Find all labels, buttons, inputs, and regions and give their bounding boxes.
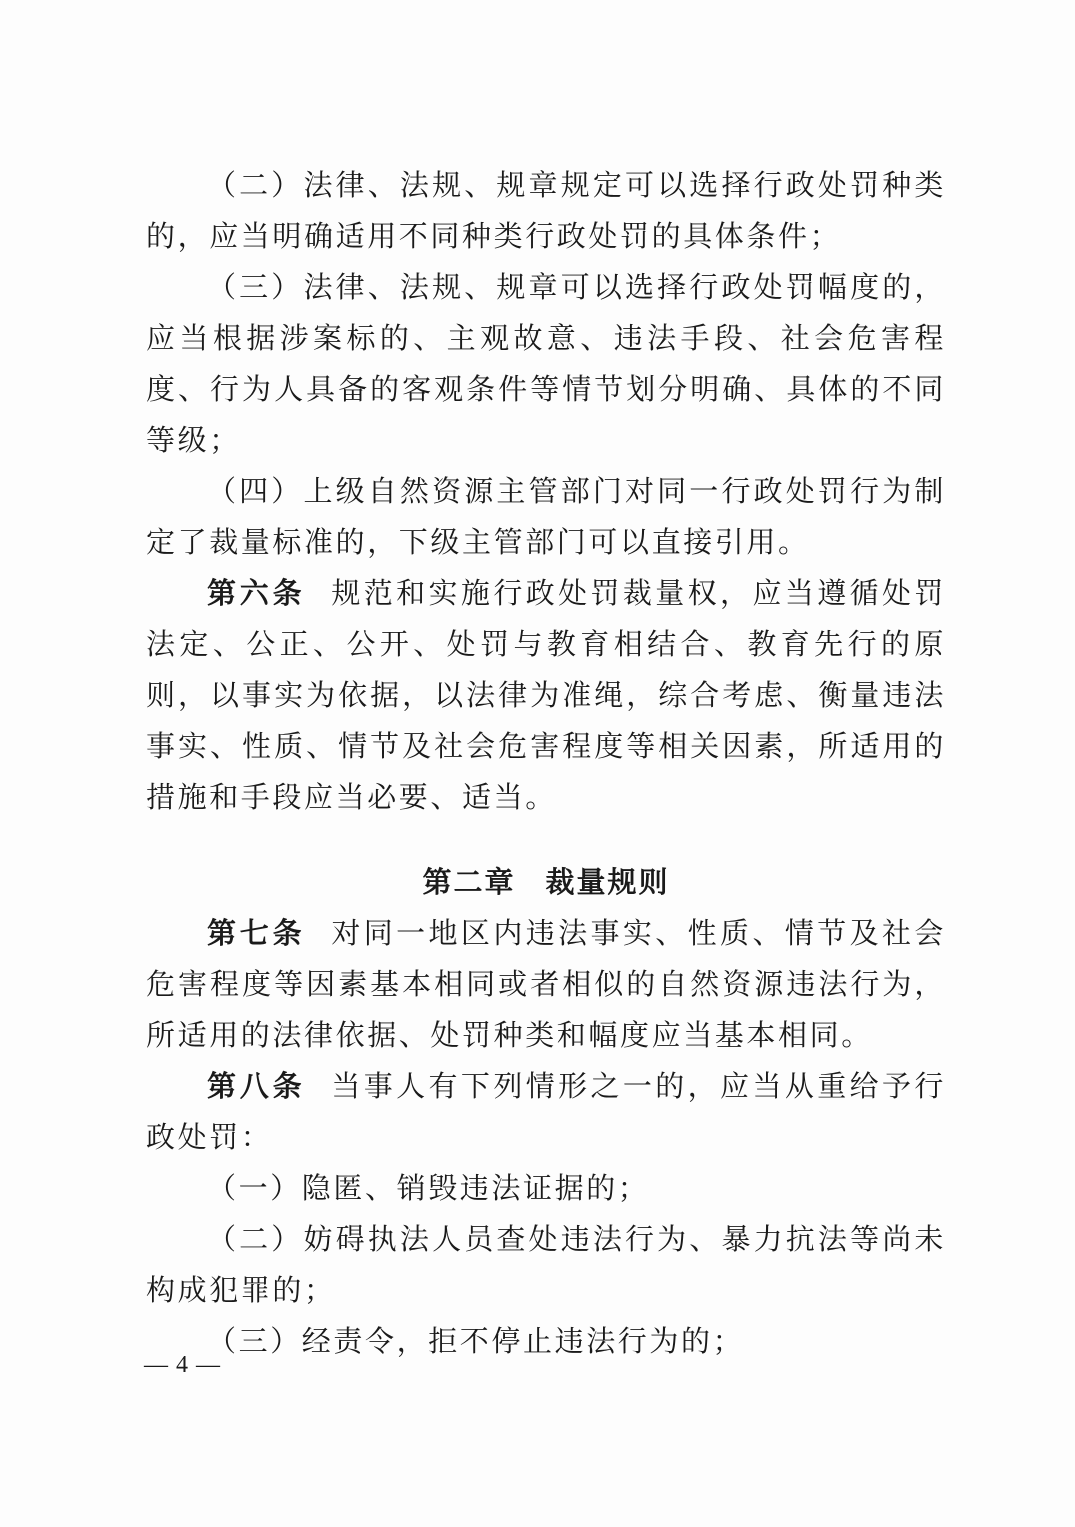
article-8 — [146, 1061, 946, 1163]
article-8-item-2: （二）妨碍执法人员查处违法行为、暴力抗法等尚未构成犯罪的； — [146, 1222, 946, 1307]
article-8-item-3: （三）经责令，拒不停止违法行为的； — [207, 1324, 745, 1358]
clause-item-3: （三）法律、法规、规章可以选择行政处罚幅度的，应当根据涉案标的、主观故意、违法手段、社会危害程度、行为人具备的客观条件等情节划分明确、具体的不同等级； — [146, 270, 946, 457]
article-7-heading: 第七条 — [207, 916, 306, 950]
article-8-heading: 第八条 — [207, 1069, 306, 1103]
article-7 — [146, 908, 946, 1061]
article-8-item-1: （一）隐匿、销毁违法证据的； — [207, 1171, 650, 1205]
clause-item-4: （四）上级自然资源主管部门对同一行政处罚行为制定了裁量标准的，下级主管部门可以直接引用。 — [146, 474, 946, 559]
chapter-number: 第二章 — [422, 865, 516, 899]
article-6-text: 规范和实施行政处罚裁量权，应当遵循处罚法定、公正、公开、处罚与教育相结合、教育先行的原则，以事实为依据，以法律为准绳，综合考虑、衡量违法事实、性质、情节及社会危害程度等相关因素，所适用的措施和手段应当必要、适当。 — [146, 576, 946, 814]
article-6 — [146, 568, 946, 823]
chapter-heading — [146, 857, 946, 908]
article-6-heading: 第六条 — [207, 576, 306, 610]
clause-item-2: （二）法律、法规、规章规定可以选择行政处罚种类的，应当明确适用不同种类行政处罚的具体条件； — [146, 168, 946, 253]
chapter-title: 裁量规则 — [545, 865, 670, 899]
article-7-text: 对同一地区内违法事实、性质、情节及社会危害程度等因素基本相同或者相似的自然资源违法行为，所适用的法律依据、处罚种类和幅度应当基本相同。 — [146, 916, 946, 1052]
document-body — [146, 160, 946, 1367]
article-8-text: 当事人有下列情形之一的，应当从重给予行政处罚： — [146, 1069, 946, 1154]
page-number: — 4 — — [144, 1352, 221, 1378]
